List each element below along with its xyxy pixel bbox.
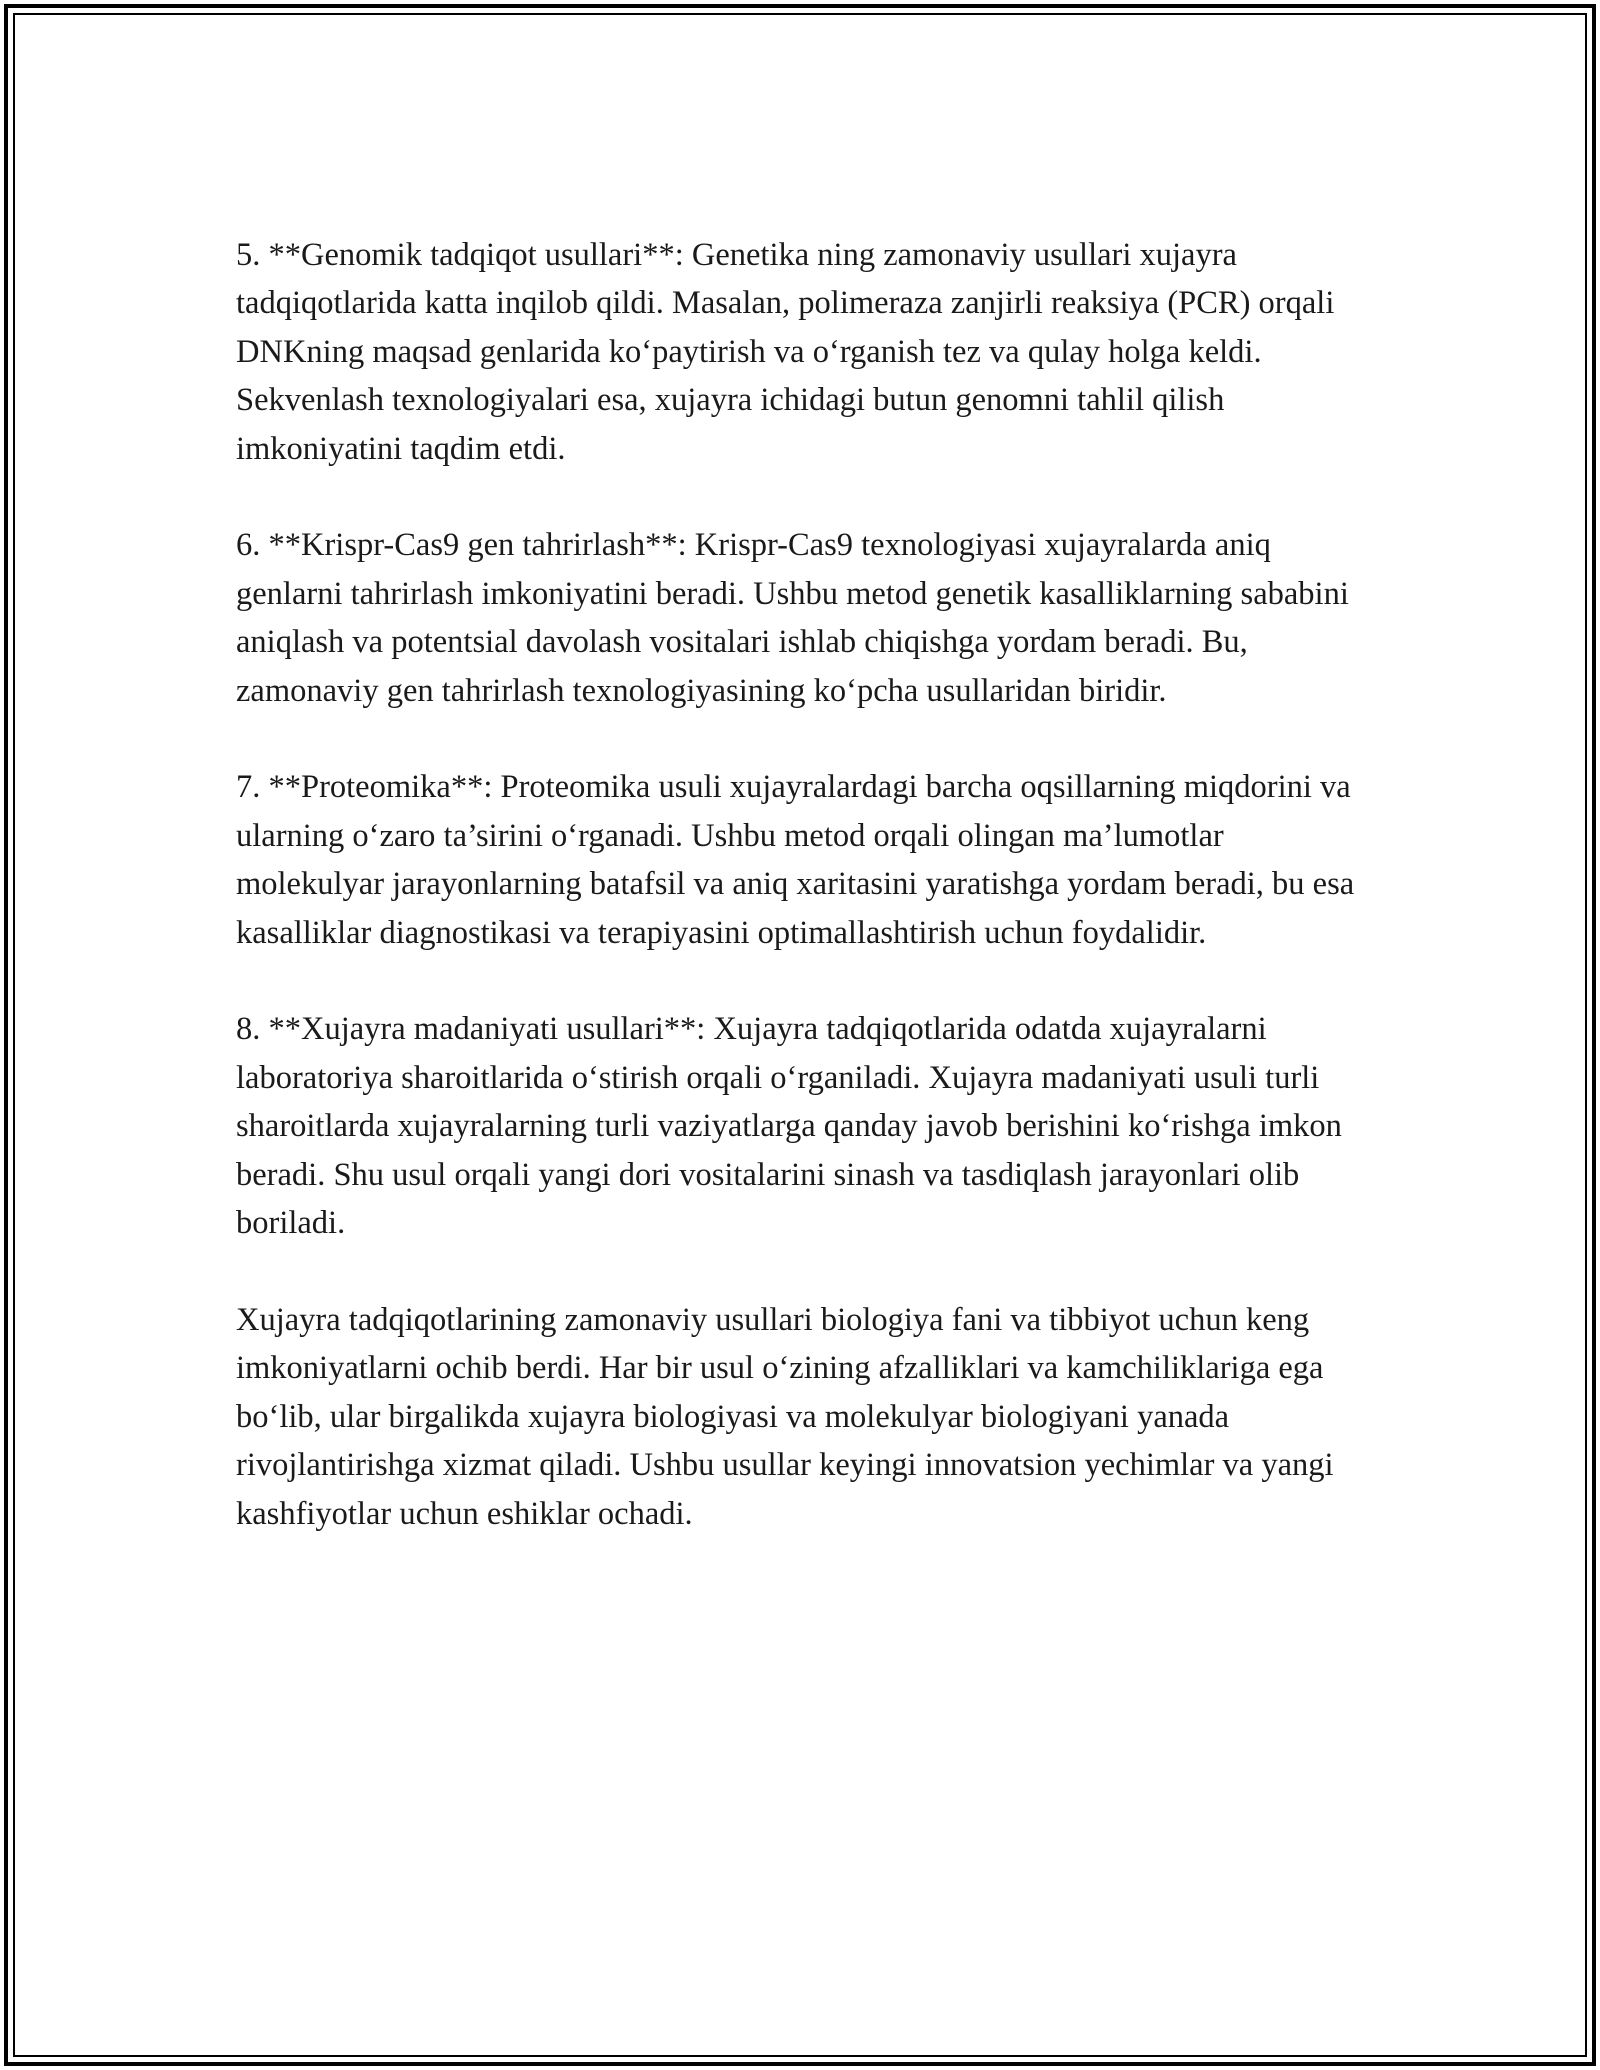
paragraph-genomic-methods: 5. **Genomik tadqiqot usullari**: Genetika ning zamonaviy usullari xujayra tadqiqotlarida katta inqilob qildi. Masalan, polimeraza zanjirli reaksiya (PCR) orqali DNKning maqsad genlarida ko‘paytirish va o‘rganish tez va qulay holga keldi. Sekvenlash texnologiyalari esa, xujayra ichidagi butun genomni tahlil qilish imkoniyatini taqdim etdi. — [236, 237, 1335, 467]
paragraph-crispr-cas9: 6. **Krispr-Cas9 gen tahrirlash**: Krispr-Cas9 texnologiyasi xujayralarda aniq genlarni tahrirlash imkoniyatini beradi. Ushbu metod genetik kasalliklarning sababini aniqlash va potentsial davolash vositalari ishlab chiqishga yordam beradi. Bu, zamonaviy gen tahrirlash texnologiyasining ko‘pcha usullaridan biridir. — [236, 527, 1349, 709]
document-body — [236, 231, 1376, 1538]
paragraph-proteomics: 7. **Proteomika**: Proteomika usuli xujayralardagi barcha oqsillarning miqdorini va ularning o‘zaro ta’sirini o‘rganadi. Ushbu metod orqali olingan ma’lumotlar molekulyar jarayonlarning batafsil va aniq xaritasini yaratishga yordam beradi, bu esa kasalliklar diagnostikasi va terapiyasini optimallashtirish uchun foydalidir. — [236, 769, 1355, 951]
paragraph-cell-culture: 8. **Xujayra madaniyati usullari**: Xujayra tadqiqotlarida odatda xujayralarni laboratoriya sharoitlarida o‘stirish orqali o‘rganiladi. Xujayra madaniyati usuli turli sharoitlarda xujayralarning turli vaziyatlarga qanday javob berishini ko‘rishga imkon beradi. Shu usul orqali yangi dori vositalarini sinash va tasdiqlash jarayonlari olib boriladi. — [236, 1011, 1342, 1242]
paragraph-conclusion: Xujayra tadqiqotlarining zamonaviy usullari biologiya fani va tibbiyot uchun keng imkoniyatlarni ochib berdi. Har bir usul o‘zining afzalliklari va kamchiliklariga ega bo‘lib, ular birgalikda xujayra biologiyasi va molekulyar biologiyani yanada rivojlantirishga xizmat qiladi. Ushbu usullar keyingi innovatsion yechimlar va yangi kashfiyotlar uchun eshiklar ochadi. — [236, 1301, 1334, 1532]
